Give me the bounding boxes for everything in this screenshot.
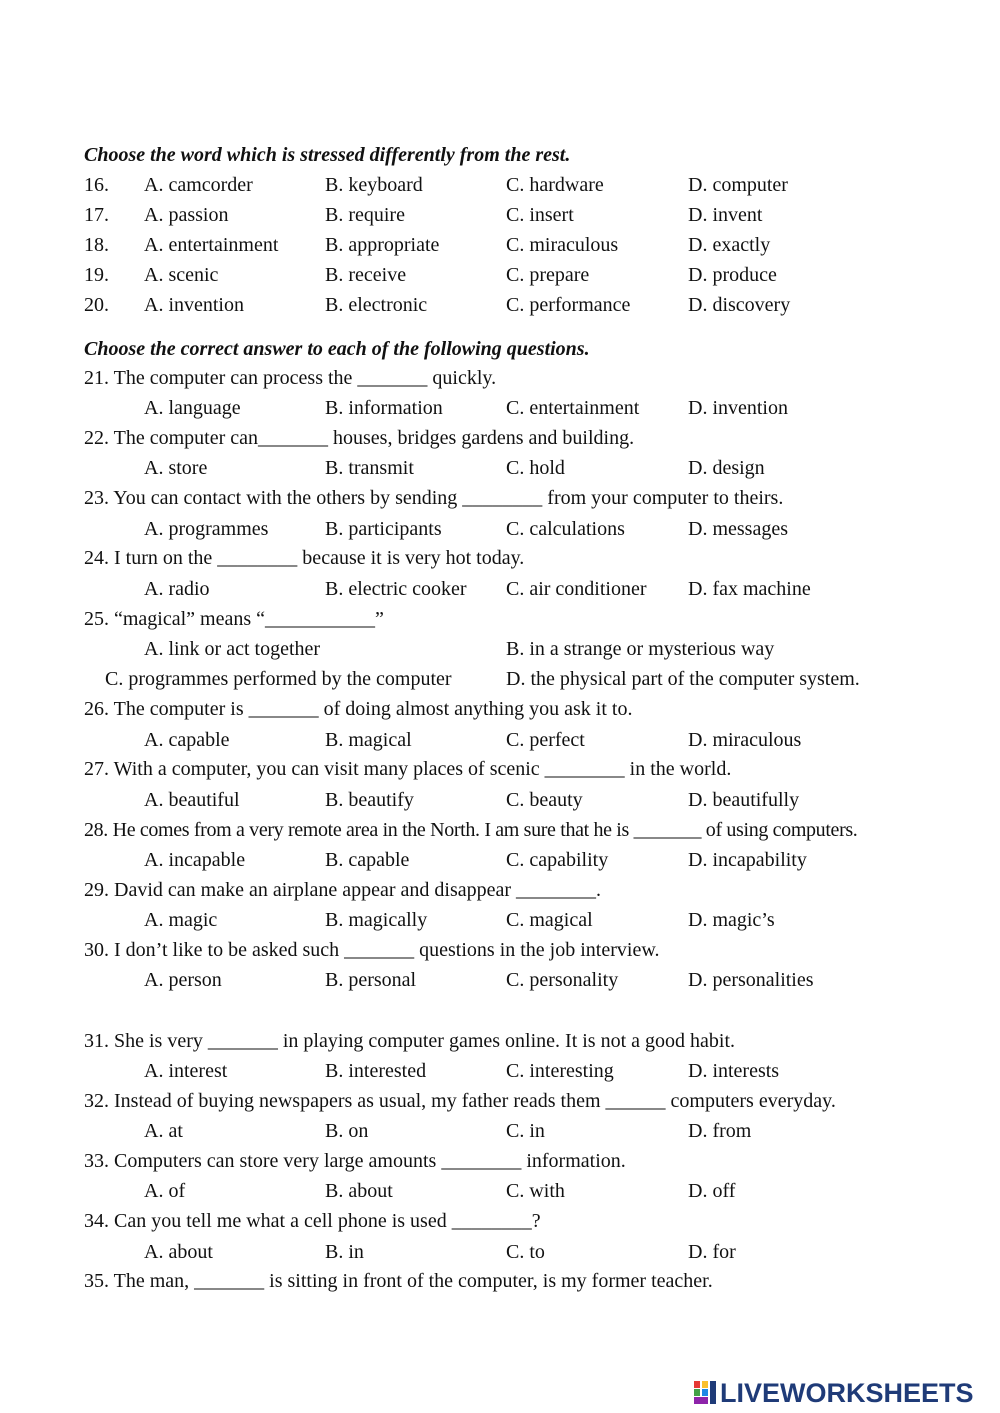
option-b[interactable]: B. in bbox=[325, 1241, 364, 1263]
question-stem: 21. The computer can process the _______ quickly. bbox=[84, 367, 497, 389]
option-d[interactable]: D. beautifully bbox=[688, 789, 800, 811]
option-a[interactable]: A. beautiful bbox=[144, 789, 240, 811]
option-b[interactable]: B. transmit bbox=[325, 457, 414, 479]
option-b[interactable]: B. in a strange or mysterious way bbox=[506, 638, 775, 660]
question-stem: 25. “magical” means “___________” bbox=[84, 608, 384, 630]
question-stem: 31. She is very _______ in playing computer games online. It is not a good habit. bbox=[84, 1030, 736, 1052]
option-d[interactable]: D. computer bbox=[688, 174, 788, 196]
option-c[interactable]: C. hardware bbox=[506, 174, 604, 196]
option-d[interactable]: D. the physical part of the computer system. bbox=[506, 668, 860, 690]
option-c[interactable]: C. prepare bbox=[506, 264, 590, 286]
option-d[interactable]: D. produce bbox=[688, 264, 777, 286]
option-d[interactable]: D. from bbox=[688, 1120, 752, 1142]
option-d[interactable]: D. discovery bbox=[688, 294, 791, 316]
option-a[interactable]: A. radio bbox=[144, 578, 210, 600]
option-b[interactable]: B. interested bbox=[325, 1060, 427, 1082]
option-a[interactable]: A. scenic bbox=[144, 264, 219, 286]
option-a[interactable]: A. interest bbox=[144, 1060, 228, 1082]
option-d[interactable]: D. messages bbox=[688, 518, 788, 540]
option-d[interactable]: D. interests bbox=[688, 1060, 780, 1082]
option-d[interactable]: D. magic’s bbox=[688, 909, 775, 931]
option-b[interactable]: B. on bbox=[325, 1120, 369, 1142]
liveworksheets-logo-icon bbox=[694, 1381, 716, 1405]
option-b[interactable]: B. magically bbox=[325, 909, 428, 931]
option-a[interactable]: A. magic bbox=[144, 909, 218, 931]
option-c[interactable]: C. insert bbox=[506, 204, 574, 226]
option-b[interactable]: B. magical bbox=[325, 729, 412, 751]
option-a[interactable]: A. at bbox=[144, 1120, 183, 1142]
option-d[interactable]: D. off bbox=[688, 1180, 736, 1202]
option-b[interactable]: B. about bbox=[325, 1180, 393, 1202]
option-b[interactable]: B. appropriate bbox=[325, 234, 440, 256]
option-c[interactable]: C. perfect bbox=[506, 729, 585, 751]
option-c[interactable]: C. air conditioner bbox=[506, 578, 647, 600]
option-c[interactable]: C. programmes performed by the computer bbox=[105, 668, 452, 690]
option-c[interactable]: C. miraculous bbox=[506, 234, 619, 256]
question-stem: 30. I don’t like to be asked such _______ questions in the job interview. bbox=[84, 939, 660, 961]
question-stem: 28. He comes from a very remote area in the North. I am sure that he is _______ of using computers. bbox=[84, 819, 858, 841]
option-a[interactable]: A. of bbox=[144, 1180, 186, 1202]
option-a[interactable]: A. incapable bbox=[144, 849, 246, 871]
question-stem: 27. With a computer, you can visit many places of scenic ________ in the world. bbox=[84, 758, 732, 780]
option-b[interactable]: B. electric cooker bbox=[325, 578, 467, 600]
option-c[interactable]: C. performance bbox=[506, 294, 631, 316]
option-b[interactable]: B. capable bbox=[325, 849, 410, 871]
question-stem: 24. I turn on the ________ because it is very hot today. bbox=[84, 547, 525, 569]
option-d[interactable]: D. fax machine bbox=[688, 578, 811, 600]
option-a[interactable]: A. person bbox=[144, 969, 222, 991]
option-a[interactable]: A. camcorder bbox=[144, 174, 253, 196]
liveworksheets-brand-text: LIVEWORKSHEETS bbox=[720, 1377, 974, 1408]
option-a[interactable]: A. invention bbox=[144, 294, 244, 316]
option-c[interactable]: C. interesting bbox=[506, 1060, 614, 1082]
option-c[interactable]: C. personality bbox=[506, 969, 619, 991]
question-stem: 23. You can contact with the others by sending ________ from your computer to theirs. bbox=[84, 487, 784, 509]
question-number: 19. bbox=[84, 264, 109, 286]
option-a[interactable]: A. programmes bbox=[144, 518, 269, 540]
option-d[interactable]: D. for bbox=[688, 1241, 736, 1263]
question-number: 17. bbox=[84, 204, 109, 226]
option-b[interactable]: B. electronic bbox=[325, 294, 428, 316]
option-c[interactable]: C. capability bbox=[506, 849, 609, 871]
option-c[interactable]: C. entertainment bbox=[506, 397, 640, 419]
option-c[interactable]: C. beauty bbox=[506, 789, 583, 811]
option-d[interactable]: D. incapability bbox=[688, 849, 807, 871]
option-a[interactable]: A. link or act together bbox=[144, 638, 321, 660]
option-c[interactable]: C. with bbox=[506, 1180, 565, 1202]
option-b[interactable]: B. keyboard bbox=[325, 174, 423, 196]
section1-instruction: Choose the word which is stressed differently from the rest. bbox=[84, 144, 571, 166]
question-stem: 32. Instead of buying newspapers as usual, my father reads them ______ computers everyday. bbox=[84, 1090, 836, 1112]
option-d[interactable]: D. exactly bbox=[688, 234, 771, 256]
option-c[interactable]: C. magical bbox=[506, 909, 593, 931]
option-c[interactable]: C. to bbox=[506, 1241, 545, 1263]
option-c[interactable]: C. calculations bbox=[506, 518, 625, 540]
question-stem: 26. The computer is _______ of doing almost anything you ask it to. bbox=[84, 698, 633, 720]
option-b[interactable]: B. beautify bbox=[325, 789, 414, 811]
option-b[interactable]: B. participants bbox=[325, 518, 442, 540]
option-c[interactable]: C. in bbox=[506, 1120, 545, 1142]
option-a[interactable]: A. passion bbox=[144, 204, 229, 226]
option-d[interactable]: D. personalities bbox=[688, 969, 814, 991]
option-b[interactable]: B. information bbox=[325, 397, 443, 419]
option-d[interactable]: D. invention bbox=[688, 397, 788, 419]
option-b[interactable]: B. personal bbox=[325, 969, 417, 991]
liveworksheets-logo bbox=[694, 1376, 974, 1410]
option-b[interactable]: B. require bbox=[325, 204, 405, 226]
option-a[interactable]: A. capable bbox=[144, 729, 230, 751]
option-a[interactable]: A. entertainment bbox=[144, 234, 279, 256]
section2-instruction: Choose the correct answer to each of the following questions. bbox=[84, 338, 590, 360]
option-a[interactable]: A. language bbox=[144, 397, 241, 419]
question-stem: 22. The computer can_______ houses, bridges gardens and building. bbox=[84, 427, 635, 449]
option-d[interactable]: D. miraculous bbox=[688, 729, 802, 751]
question-stem: 34. Can you tell me what a cell phone is used ________? bbox=[84, 1210, 541, 1232]
option-a[interactable]: A. store bbox=[144, 457, 208, 479]
option-a[interactable]: A. about bbox=[144, 1241, 213, 1263]
question-stem: 35. The man, _______ is sitting in front of the computer, is my former teacher. bbox=[84, 1270, 713, 1292]
option-c[interactable]: C. hold bbox=[506, 457, 565, 479]
question-number: 18. bbox=[84, 234, 109, 256]
question-stem: 29. David can make an airplane appear and disappear ________. bbox=[84, 879, 602, 901]
question-stem: 33. Computers can store very large amounts ________ information. bbox=[84, 1150, 626, 1172]
question-number: 20. bbox=[84, 294, 109, 316]
option-d[interactable]: D. design bbox=[688, 457, 765, 479]
option-d[interactable]: D. invent bbox=[688, 204, 763, 226]
question-number: 16. bbox=[84, 174, 109, 196]
option-b[interactable]: B. receive bbox=[325, 264, 407, 286]
